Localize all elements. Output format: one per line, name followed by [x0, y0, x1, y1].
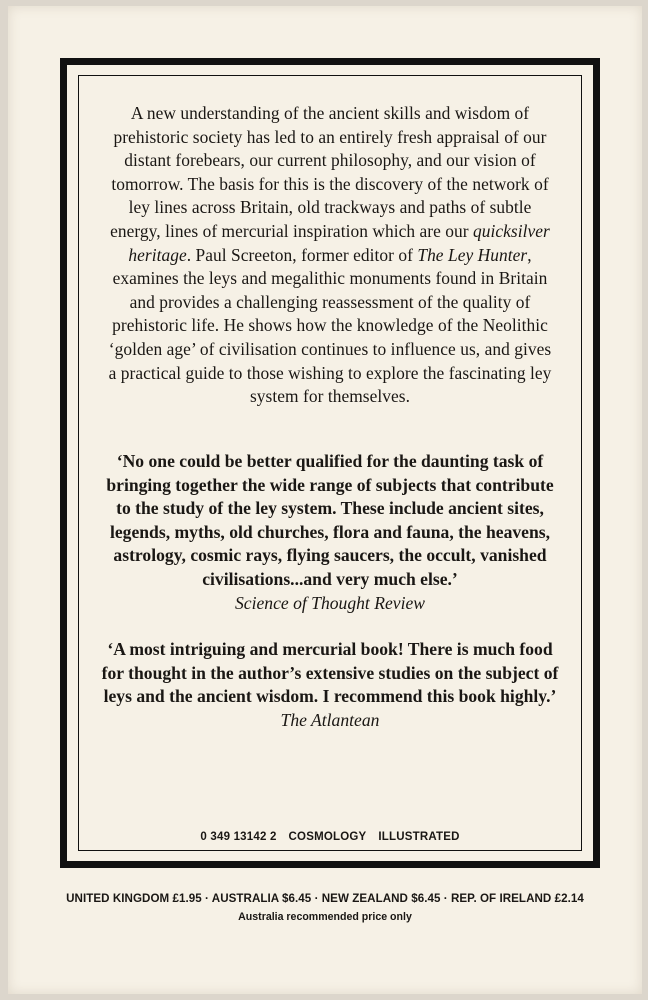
review-quote-1-text: ‘No one could be better qualified for the daunting task of bringing together the wide range of subjects that contribute to the study of the ley system. These include ancient sites, legends, myths, old churches, flora and fauna, the heavens, astrology, cosmic rays, flying saucers, the occult, vanished civilisations...and very much else.’	[106, 451, 554, 589]
blurb-italic-quicksilver: quicksilver heritage	[128, 220, 550, 265]
blurb-text-2: . Paul Screeton, former editor of	[186, 244, 418, 265]
blurb-paragraph	[105, 102, 555, 409]
book-back-cover	[8, 6, 642, 994]
category-cosmology: COSMOLOGY	[288, 831, 367, 843]
review-quote-1-source: Science of Thought Review	[234, 592, 426, 613]
blurb-text-3: , examines the leys and megalithic monuments found in Britain and provides a challenging reassessment of the quality of prehistoric life. He shows how the knowledge of the Neolithic ‘golden age’ of civilisation continues to influence us, and gives a practical guide to those wishing to explore the fascinating ley system for themselves.	[108, 244, 552, 407]
review-quote-2-source: The Atlantean	[280, 709, 380, 730]
review-quote-2	[101, 638, 559, 732]
isbn-category-line	[79, 831, 581, 843]
outer-border-frame	[60, 58, 600, 868]
review-quote-2-text: ‘A most intriguing and mercurial book! There is much food for thought in the author’s extensive studies on the subject of leys and the ancient wisdom. I recommend this book highly.’	[101, 639, 559, 707]
blurb-italic-ley-hunter: The Ley Hunter	[417, 244, 528, 265]
inner-border-frame	[78, 75, 582, 851]
blurb-text-1: A new understanding of the ancient skills and wisdom of prehistoric society has led to an entirely fresh appraisal of our distant forebears, our current philosophy, and our vision of tomorrow. The basis for this is the discovery of the network of ley lines across Britain, old trackways and paths of subtle energy, lines of mercurial inspiration which are our	[110, 103, 549, 241]
price-note: Australia recommended price only	[238, 911, 412, 923]
review-quote-1	[101, 450, 559, 615]
isbn-number: 0 349 13142 2	[200, 831, 277, 843]
price-list: UNITED KINGDOM £1.95 · AUSTRALIA $6.45 · NEW ZEALAND $6.45 · REP. OF IRELAND £2.14	[66, 892, 584, 905]
category-illustrated: ILLUSTRATED	[378, 831, 460, 843]
